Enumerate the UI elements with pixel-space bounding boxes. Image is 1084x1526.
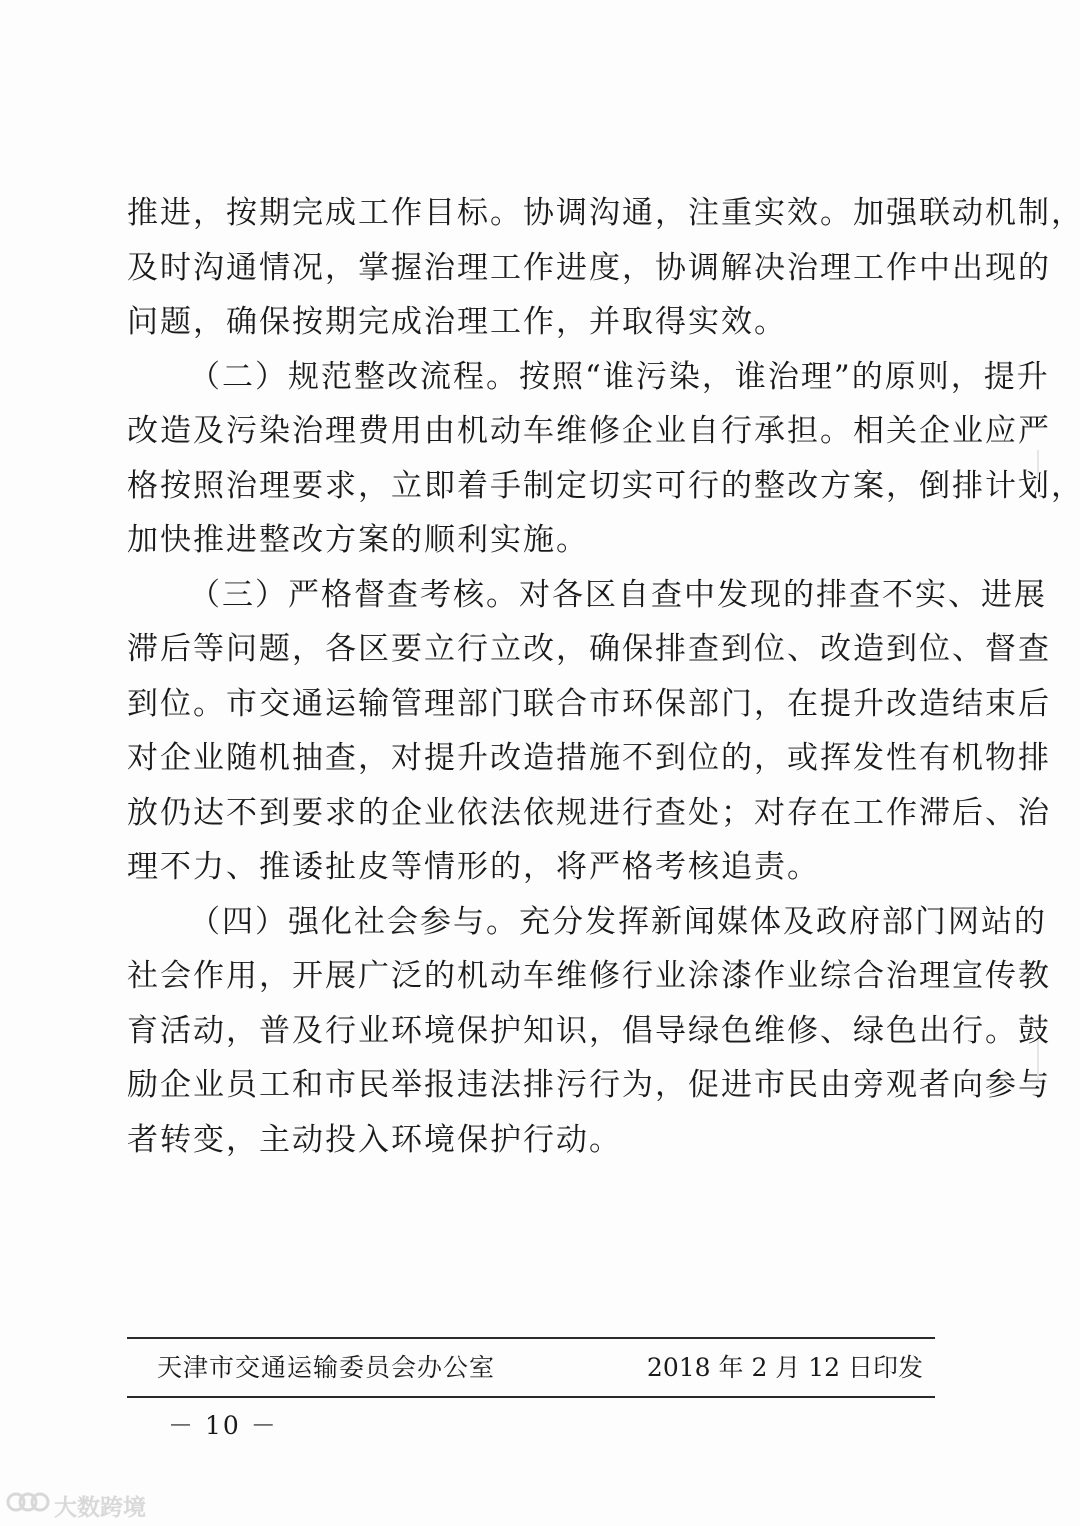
logo-icon bbox=[6, 1487, 54, 1523]
section-heading-line: （三）严格督查考核。对各区自查中发现的排查不实、进展 bbox=[189, 576, 1047, 613]
text-line: 格按照治理要求，立即着手制定切实可行的整改方案，倒排计划， bbox=[127, 467, 1084, 504]
scan-edge-marks bbox=[1036, 430, 1040, 1130]
text-line: 社会作用，开展广泛的机动车维修行业涂漆作业综合治理宣传教 bbox=[127, 958, 1051, 994]
footer-bottom-rule bbox=[127, 1396, 935, 1398]
text-line: 者转变，主动投入环境保护行动。 bbox=[127, 1121, 622, 1158]
issuer-name: 天津市交通运输委员会办公室 bbox=[157, 1353, 496, 1382]
text-line: 对企业随机抽查，对提升改造措施不到位的，或挥发性有机物排 bbox=[127, 740, 1051, 776]
text-line: 推进，按期完成工作目标。协调沟通，注重实效。加强联动机制， bbox=[127, 195, 1084, 231]
page-number: － 10 － bbox=[168, 1411, 278, 1440]
text-line: 加快推进整改方案的顺利实施。 bbox=[127, 522, 589, 558]
text-line: 到位。市交通运输管理部门联合市环保部门，在提升改造结束后 bbox=[127, 685, 1051, 722]
text-line: 滞后等问题，各区要立行立改，确保排查到位、改造到位、督查 bbox=[127, 631, 1051, 667]
text-line: 及时沟通情况，掌握治理工作进度，协调解决治理工作中出现的 bbox=[127, 249, 1051, 286]
section-heading-line: （二）规范整改流程。按照“谁污染，谁治理”的原则，提升 bbox=[189, 358, 1050, 395]
text-line: 问题，确保按期完成治理工作，并取得实效。 bbox=[127, 304, 787, 340]
text-line: 放仍达不到要求的企业依法依规进行查处；对存在工作滞后、治 bbox=[127, 794, 1051, 831]
text-line: 励企业员工和市民举报违法排污行为，促进市民由旁观者向参与 bbox=[127, 1067, 1051, 1103]
text-line: 改造及污染治理费用由机动车维修企业自行承担。相关企业应严 bbox=[127, 413, 1051, 449]
imprint-footer bbox=[127, 1346, 935, 1390]
watermark-text: 大数跨境 bbox=[54, 1494, 146, 1521]
footer-top-rule bbox=[127, 1337, 935, 1339]
print-date: 2018 年 2 月 12 日印发 bbox=[646, 1353, 923, 1382]
section-heading-line: （四）强化社会参与。充分发挥新闻媒体及政府部门网站的 bbox=[189, 903, 1047, 940]
document-body bbox=[127, 186, 1084, 1167]
text-line: 育活动，普及行业环境保护知识，倡导绿色维修、绿色出行。鼓 bbox=[127, 1012, 1051, 1049]
text-line: 理不力、推诿扯皮等情形的，将严格考核追责。 bbox=[127, 849, 820, 885]
watermark bbox=[6, 1488, 146, 1522]
